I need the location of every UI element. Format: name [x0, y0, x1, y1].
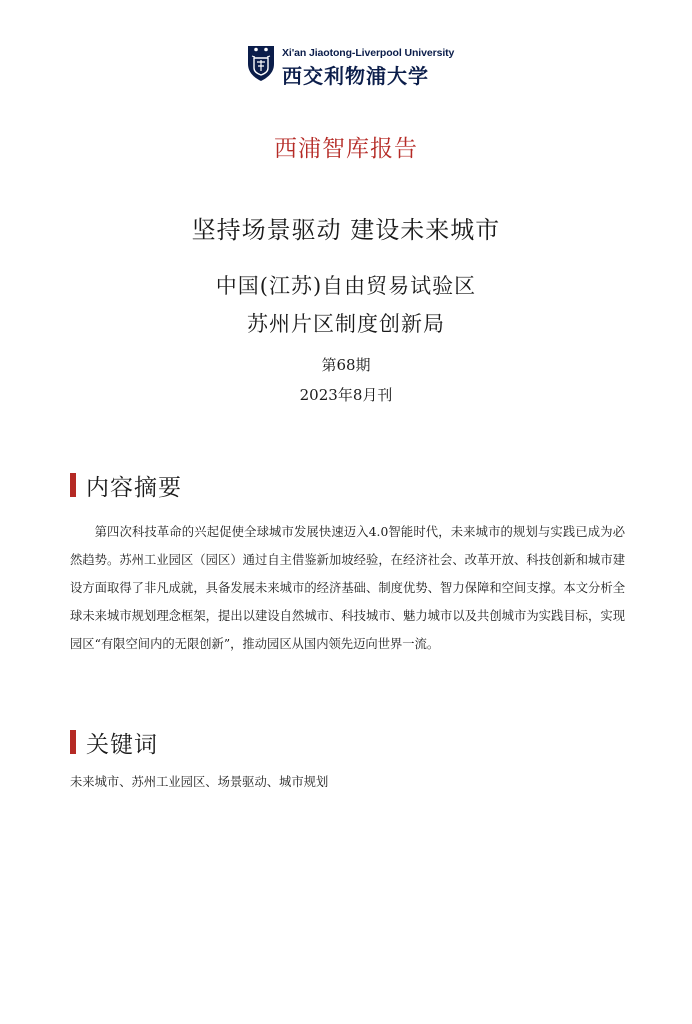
organization-line-2: 苏州片区制度创新局 — [247, 312, 445, 336]
section-marker — [70, 473, 76, 497]
logo-english-name: Xi'an Jiaotong-Liverpool University — [282, 47, 455, 59]
report-title: 坚持场景驱动 建设未来城市 — [191, 216, 501, 244]
keywords-list: 未来城市、苏州工业园区、场景驱动、城市规划 — [70, 775, 329, 789]
abstract-heading — [70, 471, 182, 499]
section-marker — [70, 730, 76, 754]
organization-line-1: 中国(江苏)自由贸易试验区 — [215, 274, 477, 298]
issue-date: 2023年8月刊 — [299, 386, 393, 404]
issue-number: 第68期 — [321, 356, 371, 374]
keywords-heading-text: 关键词 — [86, 731, 158, 758]
abstract-heading-text: 内容摘要 — [86, 474, 182, 501]
report-series-title: 西浦智库报告 — [274, 136, 418, 162]
logo-chinese-name: 西交利物浦大学 — [282, 64, 429, 88]
abstract-paragraph: 第四次科技革命的兴起促使全球城市发展快速迈入4.0智能时代，未来城市的规划与实践已成为必然趋势。苏州工业园区（园区）通过自主借鉴新加坡经验，在经济社会、改革开放、科技创新和城市建设方面取得了非凡成就，具备发展未来城市的经济基础、制度优势、智力保障和空间支撑。本文分析全球未来城市规划理念框架，提出以建设自然城市、科技城市、魅力城市以及共创城市为实践目标，实现园区“有限空间内的无限创新”，推动园区从国内领先迈向世界一流。 — [70, 525, 625, 651]
university-shield-icon — [246, 44, 276, 82]
keywords-heading — [70, 728, 158, 756]
university-logo — [246, 44, 456, 88]
